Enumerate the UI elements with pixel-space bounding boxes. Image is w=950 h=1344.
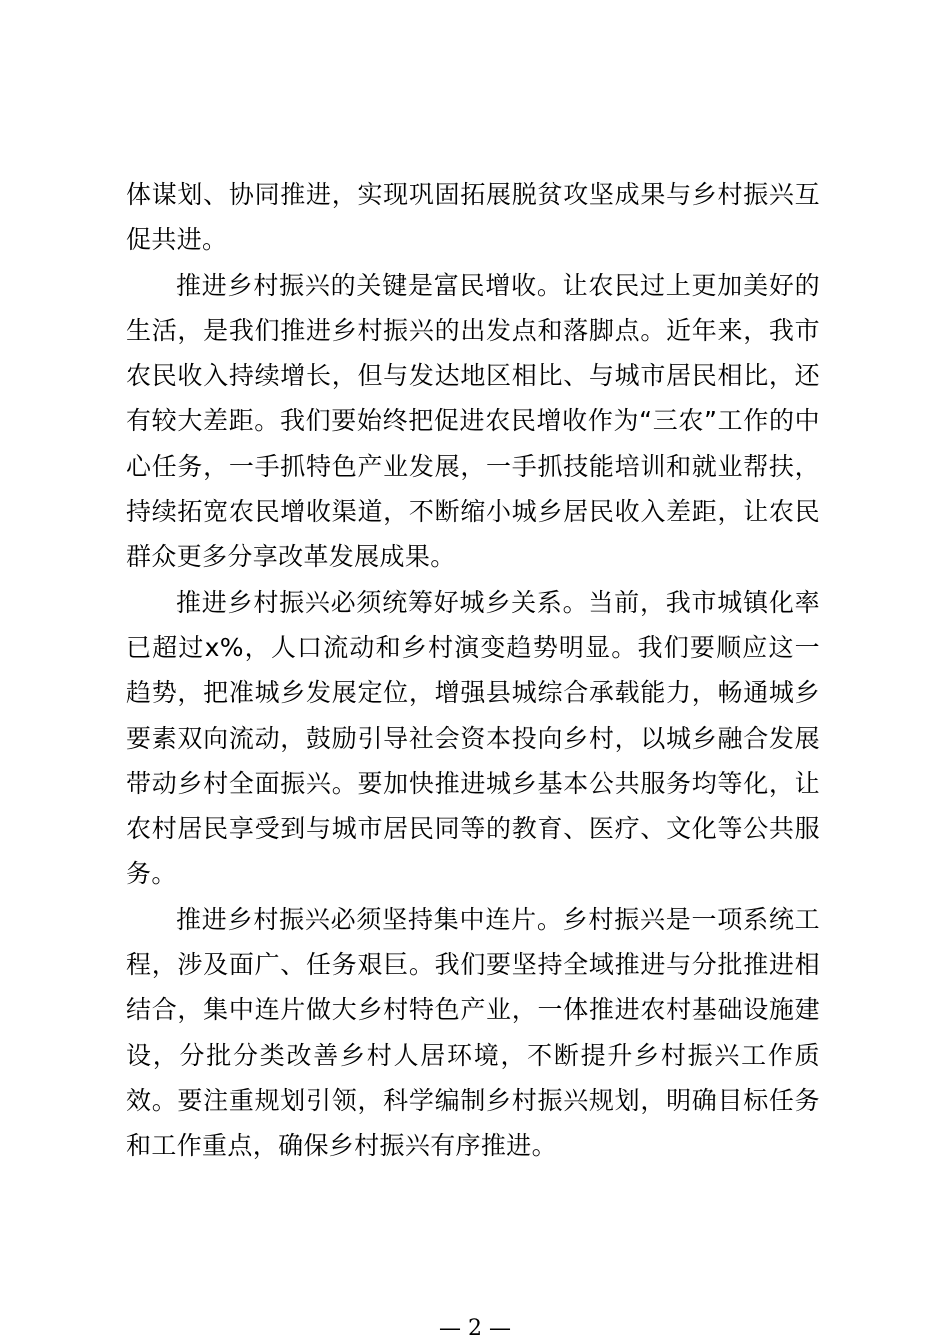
document-body bbox=[126, 172, 820, 1169]
paragraph-income: 推进乡村振兴的关键是富民增收。让农民过上更加美好的生活，是我们推进乡村振兴的出发点和落脚点。近年来，我市农民收入持续增长，但与发达地区相比、与城市居民相比，还有较大差距。我们要始终把促进农民增收作为“三农”工作的中心任务，一手抓特色产业发展，一手抓技能培训和就业帮扶，持续拓宽农民增收渠道，不断缩小城乡居民收入差距，让农民群众更多分享改革发展成果。 bbox=[126, 270, 820, 572]
paragraph-contiguous: 推进乡村振兴必须坚持集中连片。乡村振兴是一项系统工程，涉及面广、任务艰巨。我们要坚持全域推进与分批推进相结合，集中连片做大乡村特色产业，一体推进农村基础设施建设，分批分类改善乡村人居环境，不断提升乡村振兴工作质效。要注重规划引领，科学编制乡村振兴规划，明确目标任务和工作重点，确保乡村振兴有序推进。 bbox=[126, 904, 820, 1161]
paragraph-urban-rural: 推进乡村振兴必须统筹好城乡关系。当前，我市城镇化率已超过x%，人口流动和乡村演变趋势明显。我们要顺应这一趋势，把准城乡发展定位，增强县城综合承载能力，畅通城乡要素双向流动，鼓励引导社会资本投向乡村，以城乡融合发展带动乡村全面振兴。要加快推进城乡基本公共服务均等化，让农村居民享受到与城市居民同等的教育、医疗、文化等公共服务。 bbox=[126, 587, 820, 889]
paragraph-continuation: 体谋划、协同推进，实现巩固拓展脱贫攻坚成果与乡村振兴互促共进。 bbox=[126, 180, 820, 255]
page-number: — 2 — bbox=[439, 1316, 511, 1341]
